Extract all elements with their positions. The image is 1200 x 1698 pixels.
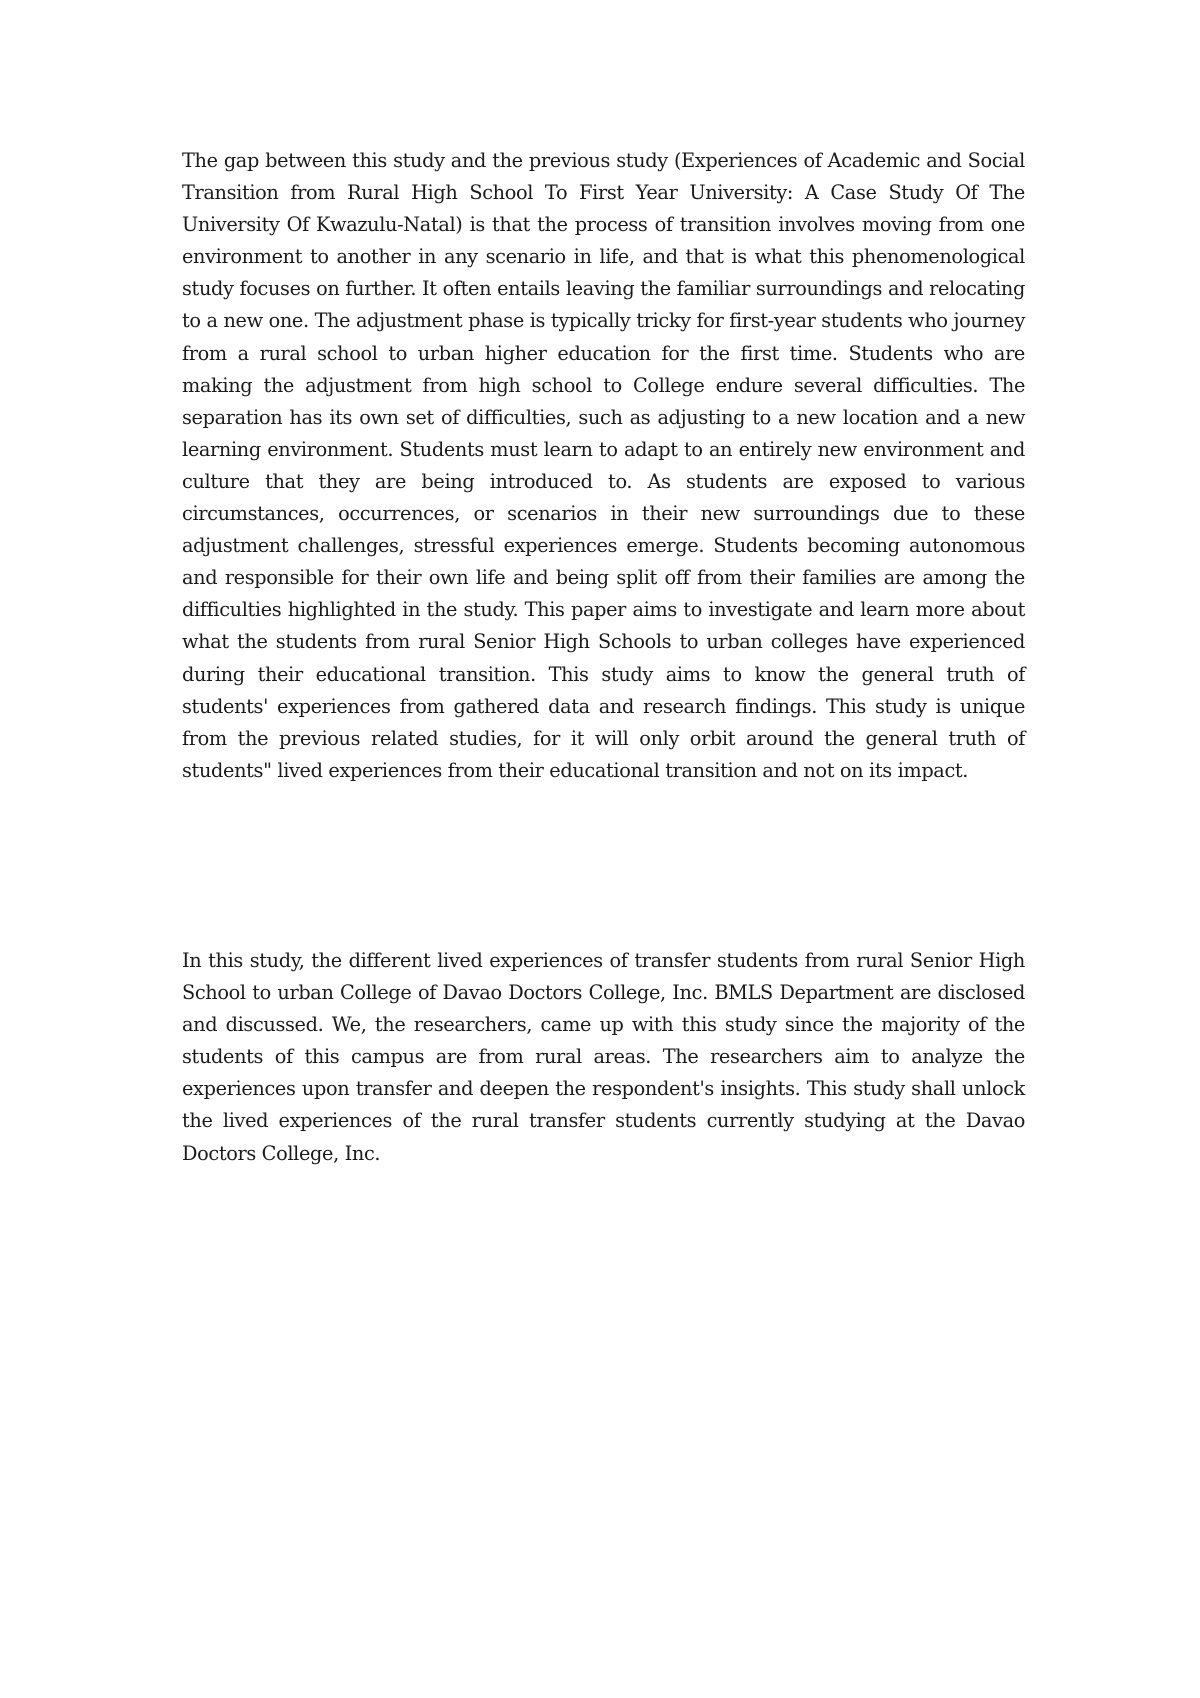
body-paragraph-study-purpose: In this study, the different lived experiences of transfer students from rural Senior High School to urban College of Davao Doctors College, Inc. BMLS Department are disclosed and discussed. We, the researchers, came up with this study since the majority of the students of this campus are from rural areas. The researchers aim to analyze the experiences upon transfer and deepen the respondent's insights. This study shall unlock the lived experiences of the rural transfer students currently studying at the Davao Doctors College, Inc. <box>182 949 1025 1165</box>
body-paragraph-study-gap: The gap between this study and the previous study (Experiences of Academic and Social Transition from Rural High School To First Year University: A Case Study Of The University Of Kwazulu-Natal) is that the process of transition involves moving from one environment to another in any scenario in life, and that is what this phenomenological study focuses on further. It often entails leaving the familiar surroundings and relocating to a new one. The adjustment phase is typically tricky for first-year students who journey from a rural school to urban higher education for the first time. Students who are making the adjustment from high school to College endure several difficulties. The separation has its own set of difficulties, such as adjusting to a new location and a new learning environment. Students must learn to adapt to an entirely new environment and culture that they are being introduced to. As students are exposed to various circumstances, occurrences, or scenarios in their new surroundings due to these adjustment challenges, stressful experiences emerge. Students becoming autonomous and responsible for their own life and being split off from their families are among the difficulties highlighted in the study. This paper aims to investigate and learn more about what the students from rural Senior High Schools to urban colleges have experienced during their educational transition. This study aims to know the general truth of students' experiences from gathered data and research findings. This study is unique from the previous related studies, for it will only orbit around the general truth of students" lived experiences from their educational transition and not on its impact. <box>182 149 1025 782</box>
